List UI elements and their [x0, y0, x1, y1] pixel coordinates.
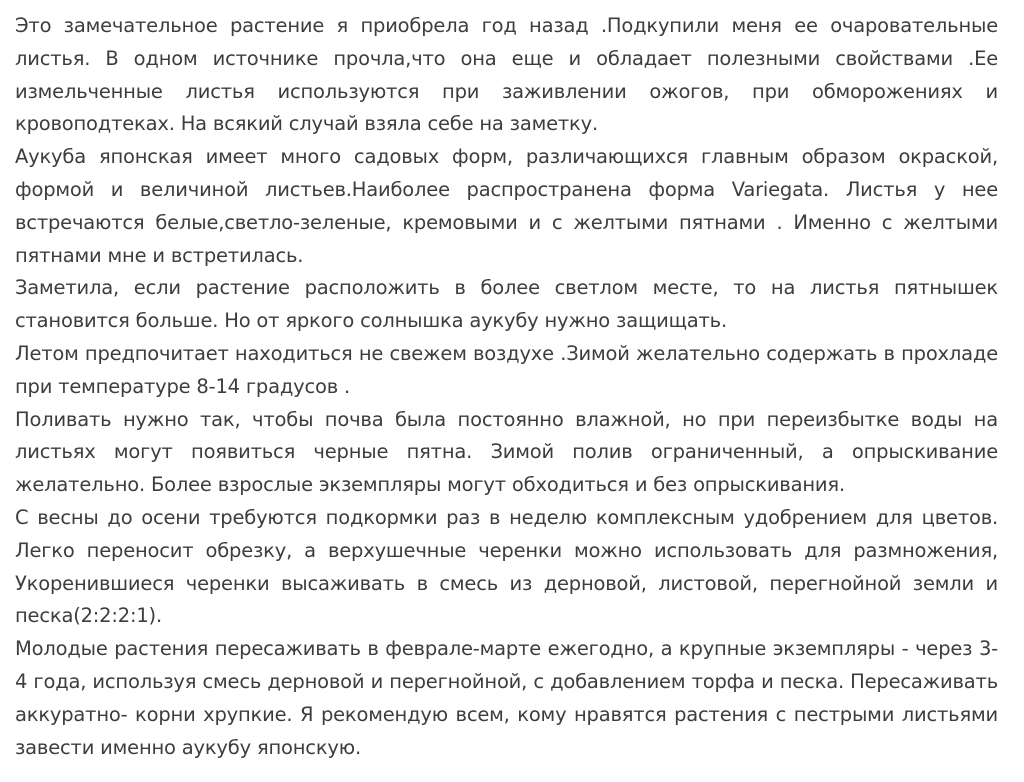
paragraph-temperature: Летом предпочитает находиться не свежем воздухе .Зимой желательно содержать в прохладе при температуре 8-14 градусов . [15, 341, 998, 398]
paragraph-feeding: С весны до осени требуются подкормки раз в неделю комплексным удобрением для цветов. Легко переносит обрезку, а верхушечные черенки можно использовать для размножения, Укоренившиеся черенки высаживать в смесь из дерновой, листовой, перегнойной земли и песка(2:2:2:1). [15, 505, 998, 628]
paragraph-forms: Аукуба японская имеет много садовых форм, различающихся главным образом окраской, формой и величиной листьев.Наиболее распространена форма Variegata. Листья у нее встречаются белые,светло-зеленые, кремовыми и с желтыми пятнами . Именно с желтыми пятнами мне и встретилась. [15, 145, 998, 267]
paragraph-repotting: Молодые растения пересаживать в феврале-марте ежегодно, а крупные экземпляры - через 3-4 года, используя смесь дерновой и перегнойной, с добавлением торфа и песка. Пересаживать аккуратно- корни хрупкие. Я рекомендую всем, кому нравятся растения с пестрыми листьями завести именно аукубу японскую. [15, 637, 998, 759]
paragraph-intro: Это замечательное растение я приобрела год назад .Подкупили меня ее очаровательные листья. В одном источнике прочла,что она еще и обладает полезными свойствами .Ее измельченные листья используются при заживлении ожогов, при обморожениях и кровоподтеках. На всякий случай взяла себе на заметку. [15, 14, 998, 136]
paragraph-light: Заметила, если растение расположить в более светлом месте, то на листья пятнышек становится больше. Но от яркого солнышка аукубу нужно защищать. [15, 276, 998, 333]
paragraph-watering: Поливать нужно так, чтобы почва была постоянно влажной, но при переизбытке воды на листьях могут появиться черные пятна. Зимой полив ограниченный, а опрыскивание желательно. Более взрослые экземпляры могут обходиться и без опрыскивания. [15, 407, 998, 497]
